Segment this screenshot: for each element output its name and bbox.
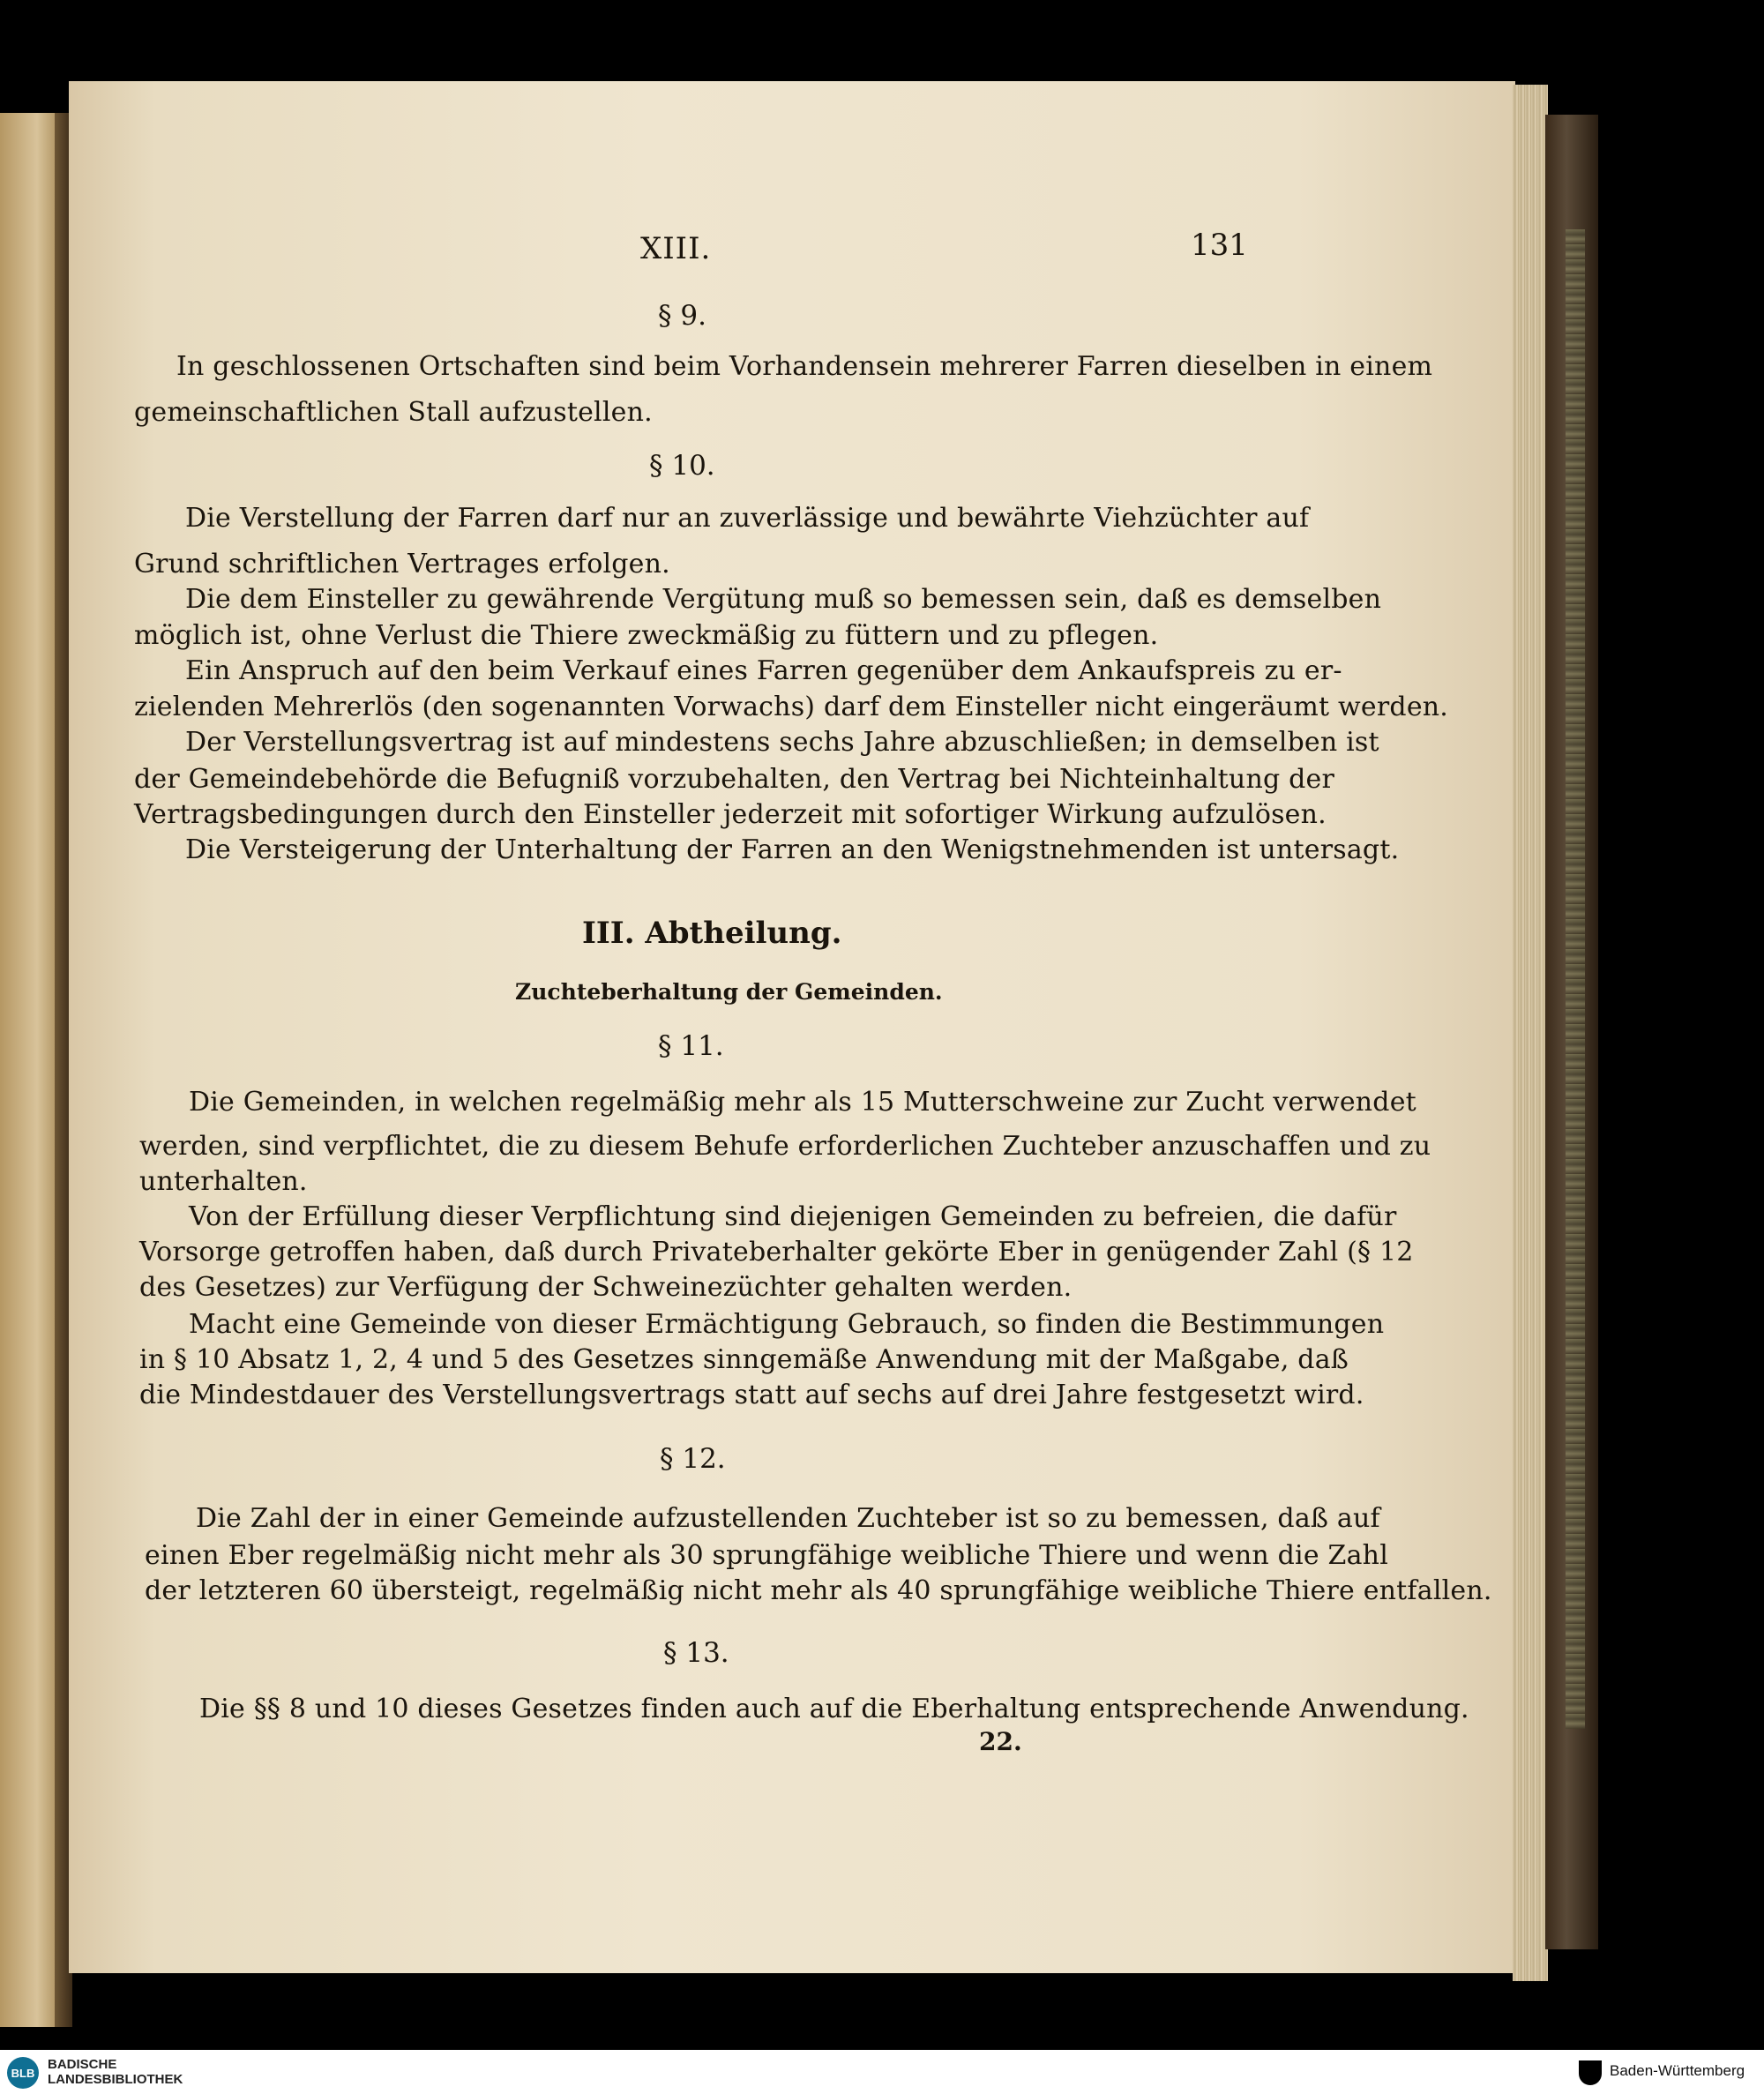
text-line: Ein Anspruch auf den beim Verkauf eines Farren gegenüber dem Ankaufspreis zu er- (185, 655, 1342, 686)
text-line: unterhalten. (139, 1166, 308, 1197)
section-heading-11: § 11. (658, 1030, 724, 1062)
text-line: der Gemeindebehörde die Befugniß vorzubehalten, den Vertrag bei Nichteinhaltung der (134, 764, 1335, 795)
section-heading-10: § 10. (649, 450, 715, 482)
text-line: Vertragsbedingungen durch den Einsteller jederzeit mit sofortiger Wirkung aufzulösen. (134, 799, 1327, 830)
footer-bar (0, 2050, 1764, 2094)
part-subtitle: Zuchteberhaltung der Gemeinden. (515, 979, 943, 1005)
text-line: Die Versteigerung der Unterhaltung der Farren an den Wenigstnehmenden ist untersagt. (185, 834, 1400, 865)
library-name (48, 2057, 183, 2087)
section-heading-13: § 13. (663, 1637, 729, 1669)
text-line: Die Zahl der in einer Gemeinde aufzustellenden Zuchteber ist so zu bemessen, daß auf (196, 1503, 1380, 1534)
text-line: Die Verstellung der Farren darf nur an zuverlässige und bewährte Viehzüchter auf (185, 503, 1310, 534)
section-heading-12: § 12. (660, 1443, 726, 1475)
text-line: die Mindestdauer des Verstellungsvertrags statt auf sechs auf drei Jahre festgesetzt wird. (139, 1380, 1364, 1410)
text-line: möglich ist, ohne Verlust die Thiere zweckmäßig zu füttern und zu pflegen. (134, 620, 1159, 651)
running-head: XIII. (640, 231, 712, 266)
text-line: zielenden Mehrerlös (den sogenannten Vorwachs) darf dem Einsteller nicht eingeräumt werden. (134, 692, 1449, 722)
text-line: Vorsorge getroffen haben, daß durch Privateberhalter gekörte Eber in genügender Zahl (§ 12 (139, 1237, 1414, 1268)
page-number: 131 (1191, 228, 1248, 263)
text-line: Macht eine Gemeinde von dieser Ermächtigung Gebrauch, so finden die Bestimmungen (189, 1309, 1385, 1340)
text-line: in § 10 Absatz 1, 2, 4 und 5 des Gesetzes sinngemäße Anwendung mit der Maßgabe, daß (139, 1344, 1349, 1375)
blb-logo[interactable]: BLB (7, 2057, 39, 2089)
text-line: des Gesetzes) zur Verfügung der Schweinezüchter gehalten werden. (139, 1272, 1073, 1303)
text-line: In geschlossenen Ortschaften sind beim Vorhandensein mehrerer Farren dieselben in einem (176, 351, 1433, 382)
section-heading-9: § 9. (658, 300, 706, 332)
state-name[interactable]: Baden-Württemberg (1610, 2062, 1745, 2079)
left-page-edge (0, 113, 62, 2027)
library-name-line1: BADISCHE (48, 2057, 117, 2072)
text-line: der letzteren 60 übersteigt, regelmäßig nicht mehr als 40 sprungfähige weibliche Thiere entfallen. (145, 1575, 1492, 1606)
text-line: Die Gemeinden, in welchen regelmäßig mehr als 15 Mutterschweine zur Zucht verwendet (189, 1087, 1416, 1118)
coat-of-arms-icon (1579, 2060, 1602, 2085)
cover-marbling (1566, 229, 1585, 1729)
text-line: einen Eber regelmäßig nicht mehr als 30 sprungfähige weibliche Thiere und wenn die Zahl (145, 1540, 1388, 1571)
text-line: Die §§ 8 und 10 dieses Gesetzes finden auch auf die Eberhaltung entsprechende Anwendung. (199, 1694, 1469, 1724)
part-heading: III. Abtheilung. (582, 916, 842, 951)
text-line: Die dem Einsteller zu gewährende Vergütung muß so bemessen sein, daß es demselben (185, 584, 1382, 615)
signature-mark: 22. (979, 1727, 1022, 1756)
text-line: Der Verstellungsvertrag ist auf mindestens sechs Jahre abzuschließen; in demselben ist (185, 727, 1379, 758)
text-line: gemeinschaftlichen Stall aufzustellen. (134, 397, 653, 428)
text-line: Von der Erfüllung dieser Verpflichtung sind diejenigen Gemeinden zu befreien, die dafür (189, 1201, 1397, 1232)
library-name-line2: LANDESBIBLIOTHEK (48, 2072, 183, 2087)
page-edges (1513, 85, 1548, 1981)
text-line: werden, sind verpflichtet, die zu diesem Behufe erforderlichen Zuchteber anzuschaffen und zu (139, 1131, 1431, 1162)
text-line: Grund schriftlichen Vertrages erfolgen. (134, 549, 670, 580)
